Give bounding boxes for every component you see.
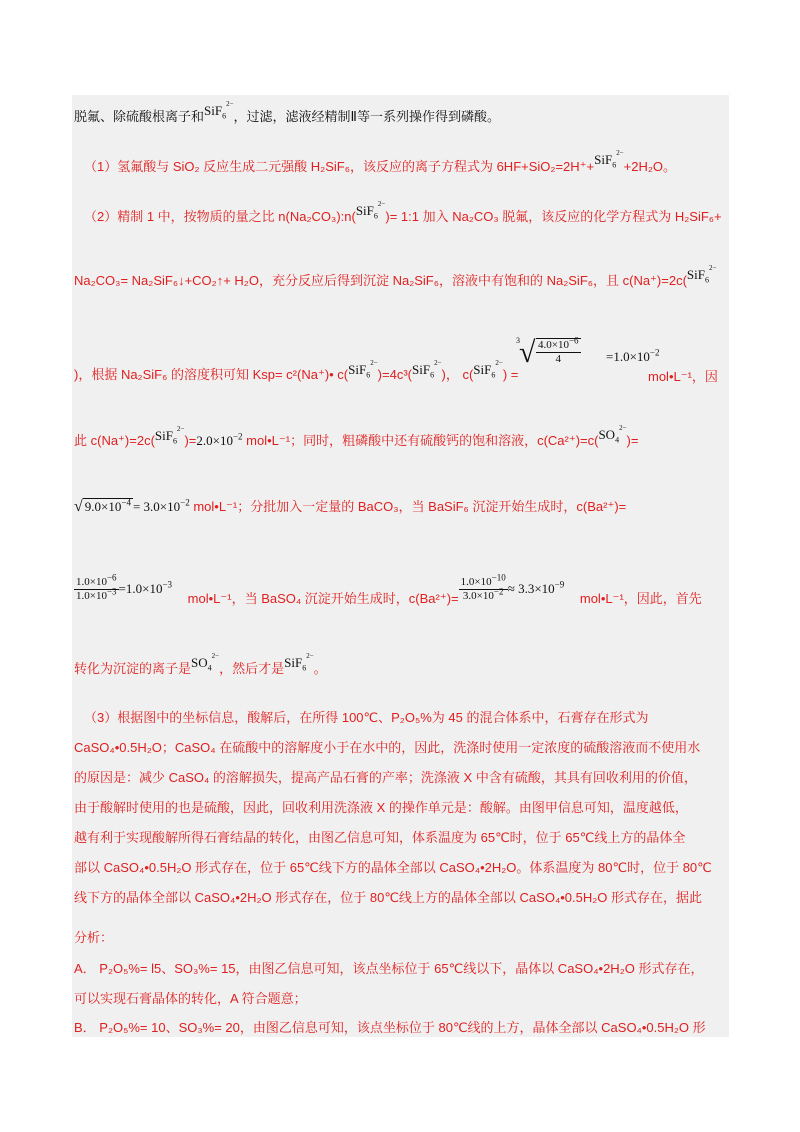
fraction-line-text-b: mol•L⁻¹，因此，首先 [579,590,702,606]
fraction-1 [74,572,119,603]
value-mantissa: 2.0×10 [196,433,233,448]
result-exponent: −9 [554,579,565,590]
ion-sub: 6 [491,370,496,380]
fraction-line-text-a: mol•L⁻¹，当 BaSO₄ 沉淀开始生成时，c(Ba²⁺)= [187,590,459,606]
ion-sub: 6 [430,370,435,380]
ksp-text-d: ) = [502,367,519,382]
answer-part-3-line-2: CaSO₄•0.5H₂O；CaSO₄ 在硫酸中的溶解度小于在水中的，因此，洗涤时使用一定浓度的硫酸溶液而不使用水 [74,740,701,755]
part2-line2-text: Na₂CO₃= Na₂SiF₆↓+CO₂↑+ H₂O，充分反应后得到沉淀 Na₂SiF₆，溶液中有饱和的 Na₂SiF₆，且 c(Na⁺)=2c( [74,273,687,288]
answer-part-3-line-7: 线下方的晶体全部以 CaSO₄•2H₂O 形式存在，位于 80℃线上方的晶体全部以 CaSO₄•0.5H₂O 形式存在，据此 [74,890,703,905]
ion-base: SiF [473,362,492,377]
ion-base: SiF [348,362,367,377]
option-b-line-1: B． P₂O₅%= 10、SO₃%= 20，由图乙信息可知，该点坐标位于 80℃线的上方，晶体全部以 CaSO₄•0.5H₂O 形 [74,1020,706,1035]
cube-root-result [606,349,660,365]
unit-text [648,368,718,386]
sif6-ion [473,358,503,380]
ion-base: SO [598,427,616,442]
answer-part-3-line-4: 由于酸解时使用的也是硫酸，因此，回收利用洗涤液 X 的操作单元是：酸解。由图甲信息可知，温度越低， [74,800,688,815]
answer-part-2-line-6 [74,572,702,626]
part1-text-a: （1）氢氟酸与 SiO₂ 反应生成二元强酸 H₂SiF₆，该反应的离子方程式为 6HF+SiO₂=2H⁺+ [84,159,595,174]
sqrt-line-text: mol•L⁻¹；分批加入一定量的 BaCO₃，当 BaSiF₆ 沉淀开始生成时，c(Ba²⁺)= [189,499,627,514]
ion-base: SO [191,655,208,670]
answer-part-1 [84,148,677,176]
cna-text-a: 此 c(Na⁺)=2c( [74,433,155,448]
cna-value [196,433,242,448]
sif6-ion [284,651,314,673]
sif6-ion [348,358,378,380]
ion-sup: 2− [495,358,503,367]
option-a-line-2: 可以实现石膏晶体的转化，A 符合题意； [74,991,307,1006]
conclusion-text-a: 转化为沉淀的离子是 [74,661,192,676]
radical-sign: √ [74,498,83,515]
fraction-denominator: 4 [555,353,562,365]
result-mantissa: ≈ 3.3×10 [507,580,555,596]
sqrt-radicand [83,498,133,514]
num-exponent: −10 [491,572,506,583]
option-a-line-1: A． P₂O₅%= l5、SO₃%= 15，由图乙信息可知，该点坐标位于 65℃线以下，晶体以 CaSO₄•2H₂O 形式存在， [74,961,704,976]
ion-base: SiF [686,267,705,282]
cube-root-fraction [536,335,581,366]
ksp-text-b: )=4c³( [377,367,412,382]
sif6-ion [355,199,386,221]
fraction-2-denominator [459,586,508,603]
conclusion-text-c: 。 [313,661,327,676]
ion-sub: 4 [615,435,620,445]
answer-part-3-line-3: 的原因是：减少 CaSO₄ 的溶解损失，提高产品石膏的产率；洗涤液 X 中含有硫酸，其具有回收利用的价值， [74,770,697,785]
sif6-ion [594,148,624,170]
result-exponent: −3 [162,579,173,590]
line1-text-a: 脱氟、除硫酸根离子和 [74,109,205,124]
sif6-ion [154,424,185,446]
num-mantissa: 4.0×10 [538,339,569,351]
sif6-ion [411,358,442,380]
num-exponent: −6 [106,572,117,583]
answer-part-3-line-5: 越有利于实现酸解所得石膏结晶的转化，由图乙信息可知，体系温度为 65℃时，位于 65℃线上方的晶体全 [74,830,686,845]
ion-sub: 6 [222,111,227,121]
radicand-mantissa: 9.0×10 [84,499,122,514]
ion-base: SiF [284,655,303,670]
cna-text-c: mol•L⁻¹；同时，粗磷酸中还有硫酸钙的饱和溶液，c(Ca²⁺)=c( [242,433,599,448]
ksp-text-c: )， c( [441,367,474,382]
ion-sub: 6 [612,160,617,170]
ion-sub: 4 [207,663,212,673]
radicand-exponent: −4 [121,497,131,508]
so4-ion [598,423,627,445]
radical-sign: √ [519,336,536,369]
den-mantissa: 3.0×10 [462,590,494,602]
ion-sub: 6 [172,436,177,446]
cna-text-d: )= [626,433,639,448]
answer-part-3-line-6: 部以 CaSO₄•0.5H₂O 形式存在，位于 65℃线下方的晶体全部以 CaSO₄•2H₂O。体系温度为 80℃时，位于 80℃ [74,860,712,875]
ion-sup: 2− [619,423,627,432]
fraction-2-result [508,581,565,596]
den-exponent: −2 [493,586,504,597]
num-mantissa: 1.0×10 [460,576,492,588]
answer-part-3-line-1: （3）根据图中的坐标信息，酸解后，在所得 100℃、P₂O₅%为 45 的混合体系中，石膏存在形式为 [84,710,649,725]
den-mantissa: 1.0×10 [76,590,107,602]
fraction-2 [459,572,508,603]
answer-part-2-line-5 [74,498,626,516]
answer-part-2-conclusion [74,651,327,678]
part2-text-a: （2）精制 1 中，按物质的量之比 n(Na₂CO₃):n( [84,209,356,224]
ion-sup: 2− [434,358,442,367]
ion-sub: 6 [366,370,371,380]
unit-label: mol•L⁻¹，因 [648,369,718,384]
answer-part-2-line-3 [74,358,519,384]
ion-sub: 6 [302,663,307,673]
ion-sup: 2− [211,651,220,660]
num-mantissa: 1.0×10 [76,576,107,588]
answer-part-2-line-4 [74,423,639,450]
fraction-numerator [536,335,581,353]
ion-base: SiF [204,103,223,118]
fraction-1-result [119,581,173,596]
ion-base: SiF [154,428,173,443]
part1-text-b: +2H₂O。 [623,159,677,174]
sqrt-result-exponent: −2 [180,497,190,508]
text-line-1 [74,99,500,126]
sqrt-expression [74,499,190,514]
ion-sup: 2− [616,148,624,157]
ion-sup: 2− [226,99,234,108]
ion-sup: 2− [306,651,314,660]
sif6-ion [686,263,717,285]
part2-text-b: )= 1:1 加入 Na₂CO₃ 脱氟，该反应的化学方程式为 H₂SiF₆+ [385,209,722,224]
num-exponent: −6 [568,335,579,346]
ion-sup: 2− [176,424,185,433]
line1-text-b: ，过滤，滤液经精制Ⅱ等一系列操作得到磷酸。 [233,109,500,124]
cube-root-index: 3 [516,336,520,345]
value-exponent: −2 [232,431,243,442]
sqrt-result: = 3.0×10 [132,499,181,514]
ion-sub: 6 [373,211,378,221]
ion-sup: 2− [370,358,378,367]
ion-sup: 2− [377,199,386,208]
ion-sub: 6 [704,275,709,285]
ion-sup: 2− [708,263,717,272]
ion-base: SiF [355,203,374,218]
sif6-ion [204,99,234,121]
result-mantissa: =1.0×10 [118,580,163,596]
fraction-1-denominator [74,586,119,603]
ion-base: SiF [594,152,613,167]
conclusion-text-b: ，然后才是 [219,661,285,676]
den-exponent: −3 [106,586,117,597]
answer-part-2-line-1 [84,199,722,226]
ion-base: SiF [411,362,431,377]
result-mantissa: =1.0×10 [606,349,650,364]
result-exponent: −2 [649,347,660,358]
cna-text-b: )= [184,433,197,448]
answer-part-3-line-8: 分析： [74,930,114,945]
ksp-text-a: )，根据 Na₂SiF₆ 的溶度积可知 Ksp= c²(Na⁺)• c( [74,367,349,382]
so4-ion [191,651,220,673]
answer-part-2-line-2 [74,263,717,290]
